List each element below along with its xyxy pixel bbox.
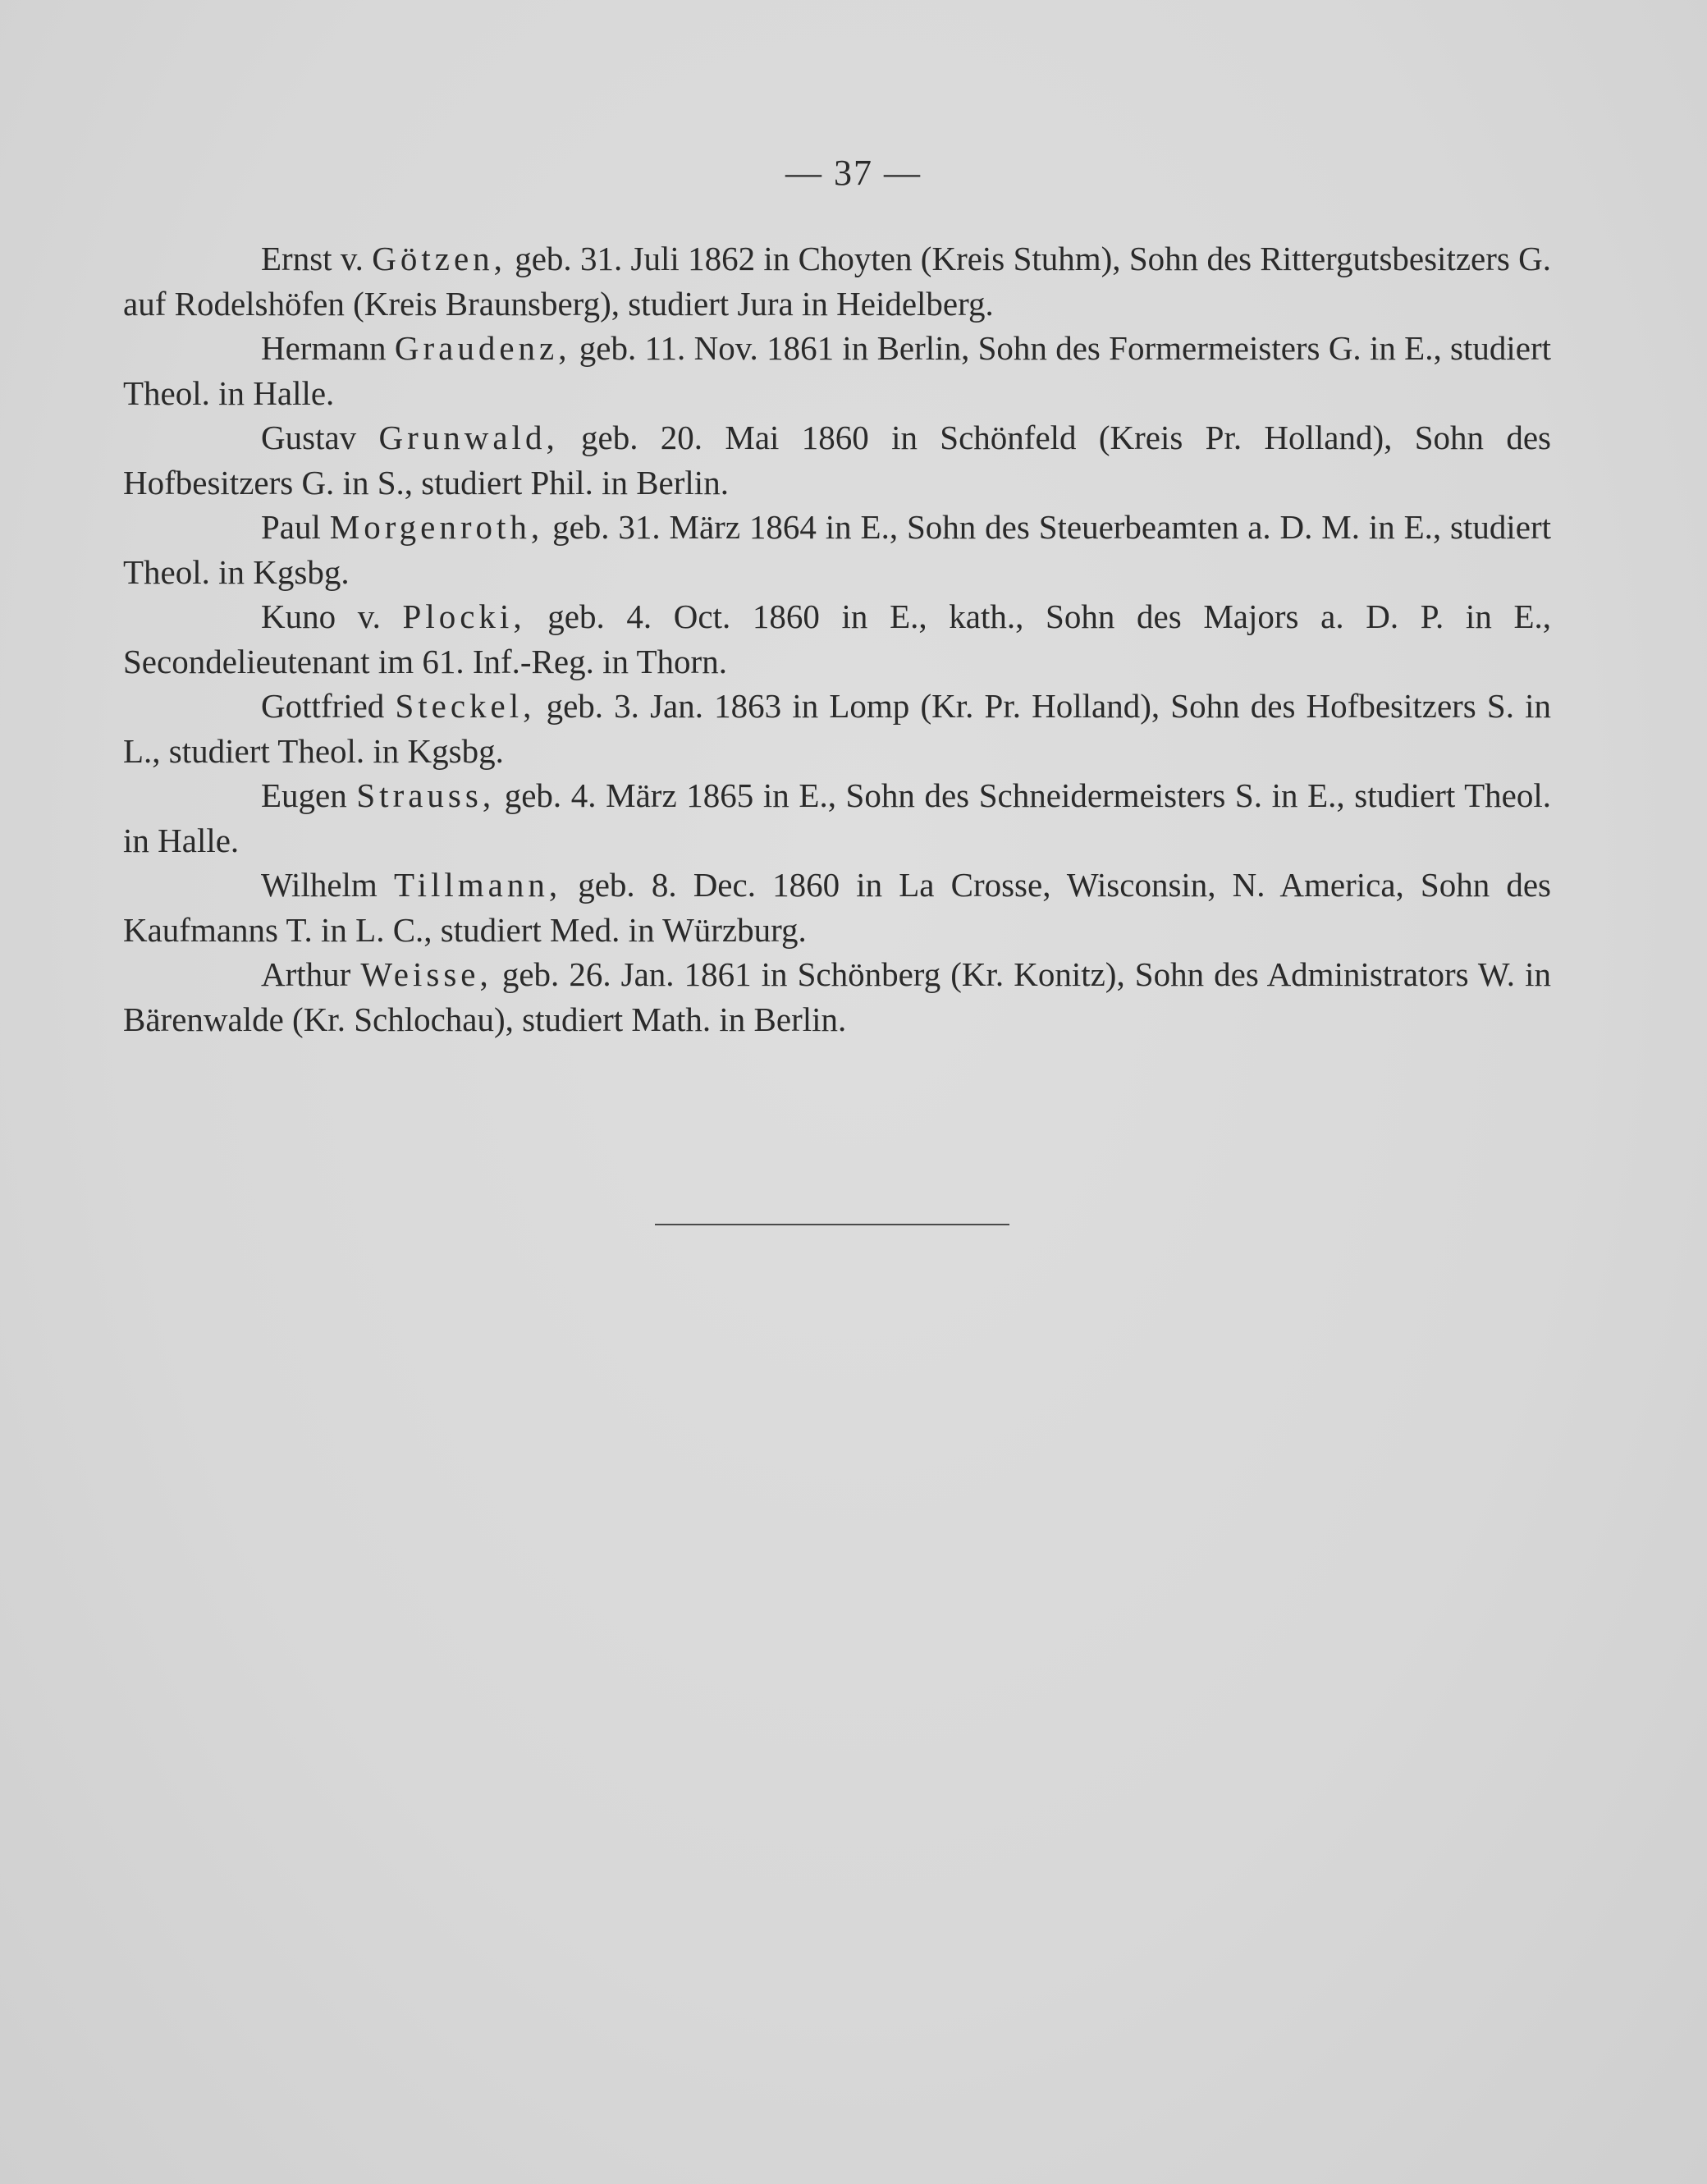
entry-text: geb. 26. Jan. 1861 in Schönberg (Kr. Konitz), Sohn des Administrators W. in Bärenwalde (Kr. Schlochau), studiert Math. in Berlin. xyxy=(123,955,1552,1038)
entry-text: geb. 4. März 1865 in E., Sohn des Schneidermeisters S. in E., studiert Theol. in Halle. xyxy=(123,776,1552,859)
surname: Tillmann, xyxy=(393,866,562,904)
biography-list xyxy=(123,236,1551,1042)
entry-text: geb. 20. Mai 1860 in Schönfeld (Kreis Pr. Holland), Sohn des Hofbesitzers G. in S., studiert Phil. in Berlin. xyxy=(123,419,1551,501)
given-name: Wilhelm xyxy=(261,866,378,904)
entry-text: geb. 31. März 1864 in E., Sohn des Steuerbeamten a. D. M. in E., studiert Theol. in Kgsbg. xyxy=(123,508,1552,591)
biography-entry xyxy=(123,236,1551,326)
entry-text: geb. 11. Nov. 1861 in Berlin, Sohn des Formermeisters G. in E., studiert Theol. in Halle. xyxy=(123,329,1552,412)
entry-text: geb. 4. Oct. 1860 in E., kath., Sohn des Majors a. D. P. in E., Secondelieutenant im 61. Inf.-Reg. in Thorn. xyxy=(123,598,1552,680)
page-number: — 37 — xyxy=(785,153,922,193)
given-name: Ernst v. xyxy=(261,240,364,277)
biography-entry xyxy=(123,684,1551,773)
biography-entry xyxy=(123,594,1551,684)
given-name: Kuno v. xyxy=(261,598,381,635)
given-name: Hermann xyxy=(261,329,387,367)
surname: Graudenz, xyxy=(394,329,571,367)
surname: Götzen, xyxy=(372,240,506,277)
given-name: Paul xyxy=(261,508,321,546)
entry-text: geb. 31. Juli 1862 in Choyten (Kreis Stuhm), Sohn des Rittergutsbesitzers G. auf Rodelshöfen (Kreis Braunsberg), studiert Jura in Heidelberg. xyxy=(123,240,1551,323)
biography-entry xyxy=(123,415,1551,505)
entry-text: geb. 3. Jan. 1863 in Lomp (Kr. Pr. Holland), Sohn des Hofbesitzers S. in L., studiert Theol. in Kgsbg. xyxy=(123,687,1552,770)
entry-text: geb. 8. Dec. 1860 in La Crosse, Wisconsin, N. America, Sohn des Kaufmanns T. in L. C., studiert Med. in Würzburg. xyxy=(123,866,1552,949)
biography-entry xyxy=(123,952,1551,1042)
given-name: Arthur xyxy=(261,955,351,993)
given-name: Eugen xyxy=(261,776,347,814)
closing-rule xyxy=(655,1224,1009,1225)
surname: Morgenroth, xyxy=(329,508,544,546)
biography-entry xyxy=(123,863,1551,952)
surname: Steckel, xyxy=(395,687,536,725)
surname: Weisse, xyxy=(360,955,492,993)
given-name: Gottfried xyxy=(261,687,385,725)
surname: Grunwald, xyxy=(378,419,559,456)
biography-entry xyxy=(123,326,1551,415)
biography-entry xyxy=(123,505,1551,594)
surname: Strauss, xyxy=(356,776,496,814)
surname: Plocki, xyxy=(402,598,526,635)
given-name: Gustav xyxy=(261,419,357,456)
biography-entry xyxy=(123,773,1551,863)
